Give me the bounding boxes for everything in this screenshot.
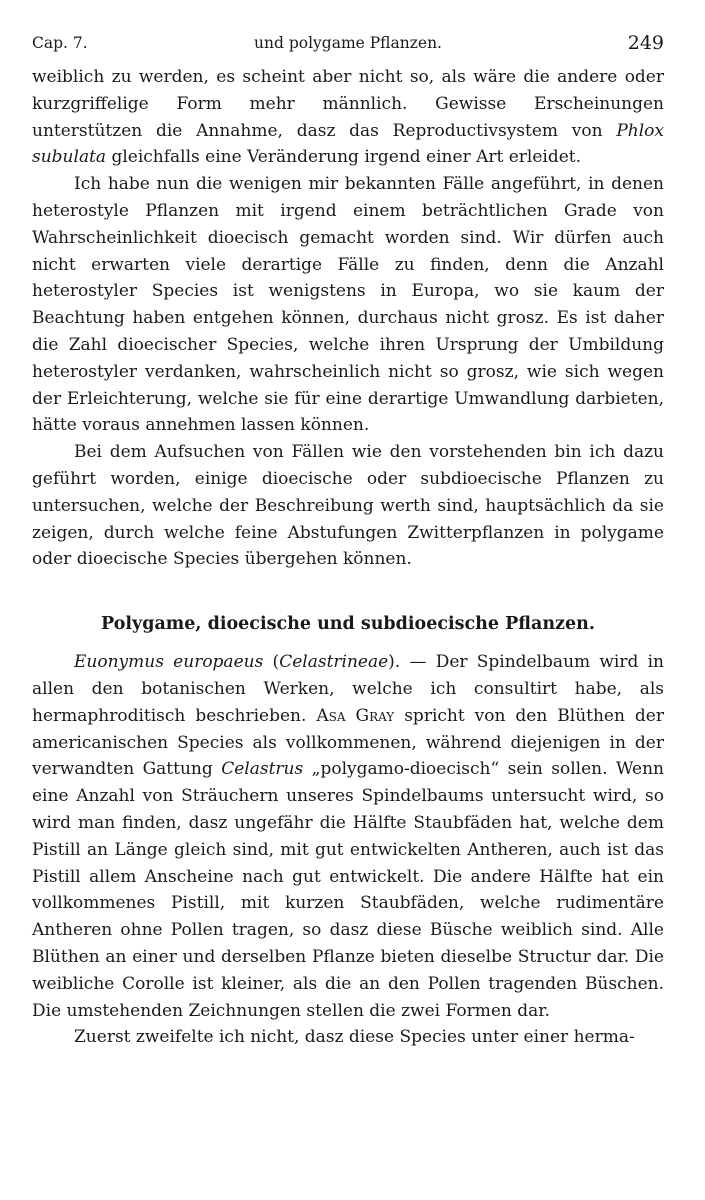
species-name-euonymus: Euonymus europaeus (74, 652, 264, 673)
family-name: Celastrineae (279, 652, 389, 673)
genus-name-celastrus: Celastrus (221, 759, 304, 780)
author-name: Asa Gray (316, 705, 395, 726)
paragraph-euonymus: Euonymus europaeus (Celastrineae). — Der Spindelbaum wird in allen den botanischen Werken, welche ich consultirt habe, als hermaphroditisch beschrieben. Asa Gray spricht von den Blüthen der americanischen Species als vollkommenen, während diejenigen in der verwandten Gattung Celastrus „polygamo-dioecisch“ sein sollen. Wenn eine Anzahl von Sträuchern unseres Spindelbaums untersucht wird, so wird man finden, dasz ungefähr die Hälfte Staubfäden hat, welche dem Pistill an Länge gleich sind, mit gut entwickelten Antheren, auch ist das Pistill allem Anscheine nach gut entwickelt. Die andere Hälfte hat ein vollkommenes Pistill, mit kurzen Staubfäden, welche rudimentäre Antheren ohne Pollen tragen, so dasz diese Büsche weiblich sind. Alle Blüthen an einer und derselben Pflanze bieten dieselbe Structur dar. Die weibliche Corolle ist kleiner, als die an den Pollen tragenden Büschen. Die umstehenden Zeichnungen stellen die zwei Formen dar. (32, 652, 665, 1021)
species-name-phlox: Phlox subulata (32, 120, 664, 168)
running-title: und polygame Pflanzen. (254, 34, 442, 52)
section-heading: Polygame, dioecische und subdioecische Pflanzen. (101, 614, 595, 635)
page-number: 249 (627, 32, 664, 54)
paragraph-search-cases: Bei dem Aufsuchen von Fällen wie den vorstehenden bin ich dazu geführt worden, einige dioecische oder subdioecische Pflanzen zu untersuchen, welche der Beschreibung werth sind, hauptsächlich da sie zeigen, durch welche feine Abstufungen Zwitterpflanzen in polygame oder dioecische Species übergehen können. (32, 442, 664, 570)
book-page (32, 30, 664, 1180)
paragraph-last-line: Zuerst zweifelte ich nicht, dasz diese Species unter einer herma- (74, 1027, 635, 1048)
paragraph-heterostyle-cases: Ich habe nun die wenigen mir bekannten Fälle angeführt, in denen heterostyle Pflanzen mit irgend einem beträchtlichen Grade von Wahrscheinlichkeit dioecisch gemacht worden sind. Wir dürfen auch nicht erwarten viele derartige Fälle zu finden, denn die Anzahl heterostyler Species ist wenigstens in Europa, wo sie kaum der Beachtung haben entgehen können, durchaus nicht grosz. Es ist daher die Zahl dioecischer Species, welche ihren Ursprung der Umbildung heterostyler verdanken, wahrscheinlich nicht so grosz, wie sich wegen der Erleichterung, welche sie für eine derartige Umwandlung darbieten, hätte voraus annehmen lassen können. (32, 174, 664, 436)
running-head (32, 30, 664, 64)
chapter-label: Cap. 7. (32, 34, 88, 52)
paragraph-continuation: weiblich zu werden, es scheint aber nicht so, als wäre die andere oder kurzgriffelige Form mehr männlich. Gewisse Erscheinungen unterstützen die Annahme, dasz das Reproductivsystem von Phlox subulata gleichfalls eine Veränderung irgend einer Art erleidet. (32, 67, 664, 168)
